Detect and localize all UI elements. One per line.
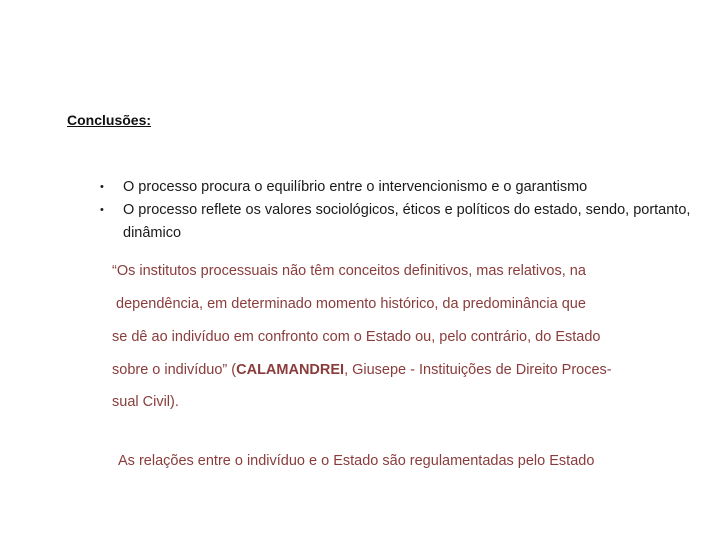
quote-line xyxy=(112,361,612,379)
bullet-icon: • xyxy=(100,181,104,193)
quote-line: “Os institutos processuais não têm conceitos definitivos, mas relativos, na xyxy=(112,263,586,279)
quote-text: , Giusepe - Instituições de Direito Proces- xyxy=(344,362,612,378)
quote-text: sobre o indivíduo” ( xyxy=(112,362,237,378)
closing-statement: As relações entre o indivíduo e o Estado são regulamentadas pelo Estado xyxy=(118,453,595,469)
quote-line: se dê ao indivíduo em confronto com o Estado ou, pelo contrário, do Estado xyxy=(112,329,601,345)
section-heading: Conclusões: xyxy=(67,112,152,128)
bullet-icon: • xyxy=(100,204,104,216)
list-item xyxy=(100,176,700,199)
author-name: CALAMANDREI xyxy=(236,362,345,378)
list-item-text: O processo reflete os valores sociológicos, éticos e políticos do estado, sendo, portanto, dinâmico xyxy=(123,202,691,241)
list-item-text: O processo procura o equilíbrio entre o intervencionismo e o garantismo xyxy=(123,179,588,195)
quote-line: dependência, em determinado momento histórico, da predominância que xyxy=(116,296,586,312)
quote-line: sual Civil). xyxy=(112,394,179,410)
conclusions-list xyxy=(100,176,700,245)
list-item xyxy=(100,199,700,245)
